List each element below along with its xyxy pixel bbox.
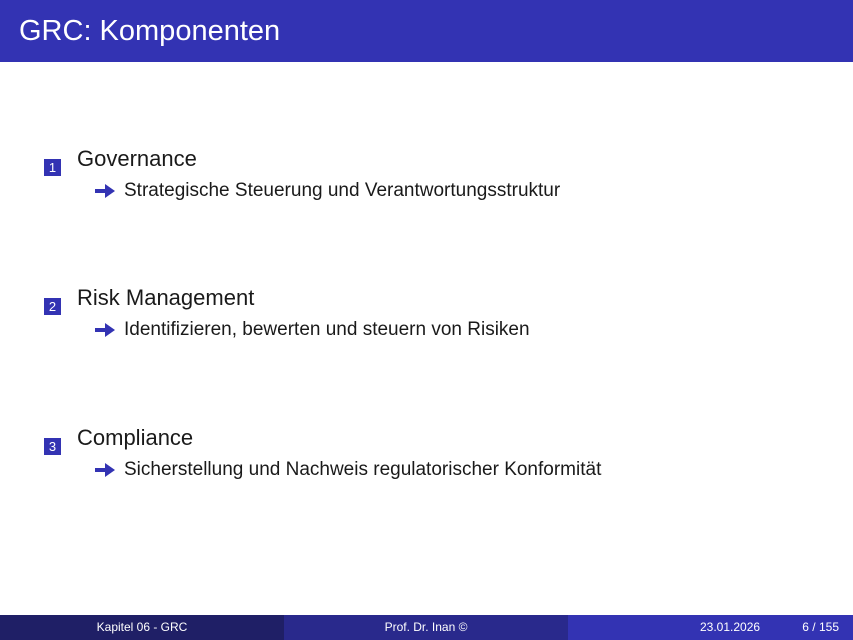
item-subpoint: [92, 457, 601, 483]
footer-section-label: Kapitel 06 - GRC: [96, 620, 188, 634]
footer-date: 23.01.2026: [700, 620, 761, 634]
item-description: Sicherstellung und Nachweis regulatorischer Konformität: [124, 459, 602, 480]
title-bar: [0, 0, 853, 62]
item-subpoint: [92, 317, 530, 343]
arrow-right-icon: [92, 459, 118, 481]
item-number-badge: 3: [44, 438, 61, 455]
arrow-right-icon: [92, 180, 118, 202]
item-number-badge: 1: [44, 159, 61, 176]
footer-author: [284, 615, 568, 640]
item-heading: Compliance: [77, 425, 194, 450]
item-heading: Governance: [77, 146, 197, 171]
item-number-badge: 2: [44, 298, 61, 315]
footer: [0, 615, 853, 640]
arrow-right-icon: [92, 319, 118, 341]
item-description: Strategische Steuerung und Verantwortungsstruktur: [124, 180, 561, 201]
footer-page-number: 6 / 155: [802, 620, 839, 634]
item-description: Identifizieren, bewerten und steuern von Risiken: [124, 319, 530, 340]
footer-section: [0, 615, 284, 640]
item-subpoint: [92, 178, 560, 204]
footer-meta: [568, 615, 853, 640]
item-heading: Risk Management: [77, 285, 255, 310]
footer-author-label: Prof. Dr. Inan ©: [384, 620, 468, 634]
slide-title: GRC: Komponenten: [19, 15, 281, 47]
